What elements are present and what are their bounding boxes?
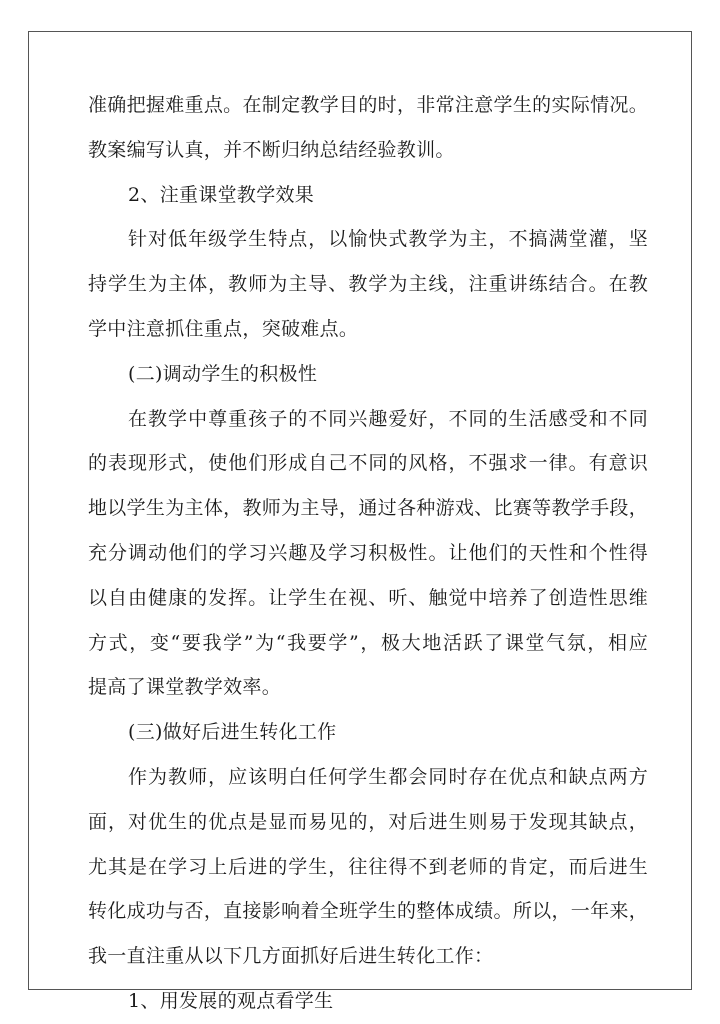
text-line: 的表现形式，使他们形成自己不同的风格，不强求一律。有意识 xyxy=(88,452,648,475)
text-line: (三)做好后进生转化工作 xyxy=(128,721,337,744)
text-line: 充分调动他们的学习兴趣及学习积极性。让他们的天性和个性得 xyxy=(88,541,648,564)
document-body xyxy=(88,83,648,1024)
text-line: 尤其是在学习上后进的学生，往往得不到老师的肯定，而后进生 xyxy=(88,855,648,878)
text-line: 教案编写认真，并不断归纳总结经验教训。 xyxy=(88,138,455,161)
text-line: 持学生为主体，教师为主导、教学为主线，注重讲练结合。在教 xyxy=(88,273,648,296)
text-line: 学中注意抓住重点，突破难点。 xyxy=(88,317,359,340)
text-line: 方式，变“要我学”为“我要学”，极大地活跃了课堂气氛，相应 xyxy=(88,631,648,654)
text-line: 转化成功与否，直接影响着全班学生的整体成绩。所以，一年来， xyxy=(88,900,648,923)
text-line: 作为教师，应该明白任何学生都会同时存在优点和缺点两方 xyxy=(128,765,648,788)
text-line: 准确把握难重点。在制定教学目的时，非常注意学生的实际情况。 xyxy=(88,94,648,116)
text-line: 我一直注重从以下几方面抓好后进生转化工作： xyxy=(88,945,494,968)
text-line: 面，对优生的优点是显而易见的，对后进生则易于发现其缺点， xyxy=(88,810,648,833)
text-line: 1、用发展的观点看学生 xyxy=(128,989,334,1012)
text-line: 针对低年级学生特点，以愉快式教学为主，不搞满堂灌，坚 xyxy=(128,228,648,251)
text-line: 地以学生为主体，教师为主导，通过各种游戏、比赛等教学手段， xyxy=(88,497,648,520)
text-line: 在教学中尊重孩子的不同兴趣爱好，不同的生活感受和不同 xyxy=(128,407,648,430)
text-line: (二)调动学生的积极性 xyxy=(128,362,318,385)
text-line: 提高了课堂教学效率。 xyxy=(88,676,282,699)
text-line: 以自由健康的发挥。让学生在视、听、触觉中培养了创造性思维 xyxy=(88,586,648,609)
text-line: 2、注重课堂教学效果 xyxy=(128,183,315,206)
